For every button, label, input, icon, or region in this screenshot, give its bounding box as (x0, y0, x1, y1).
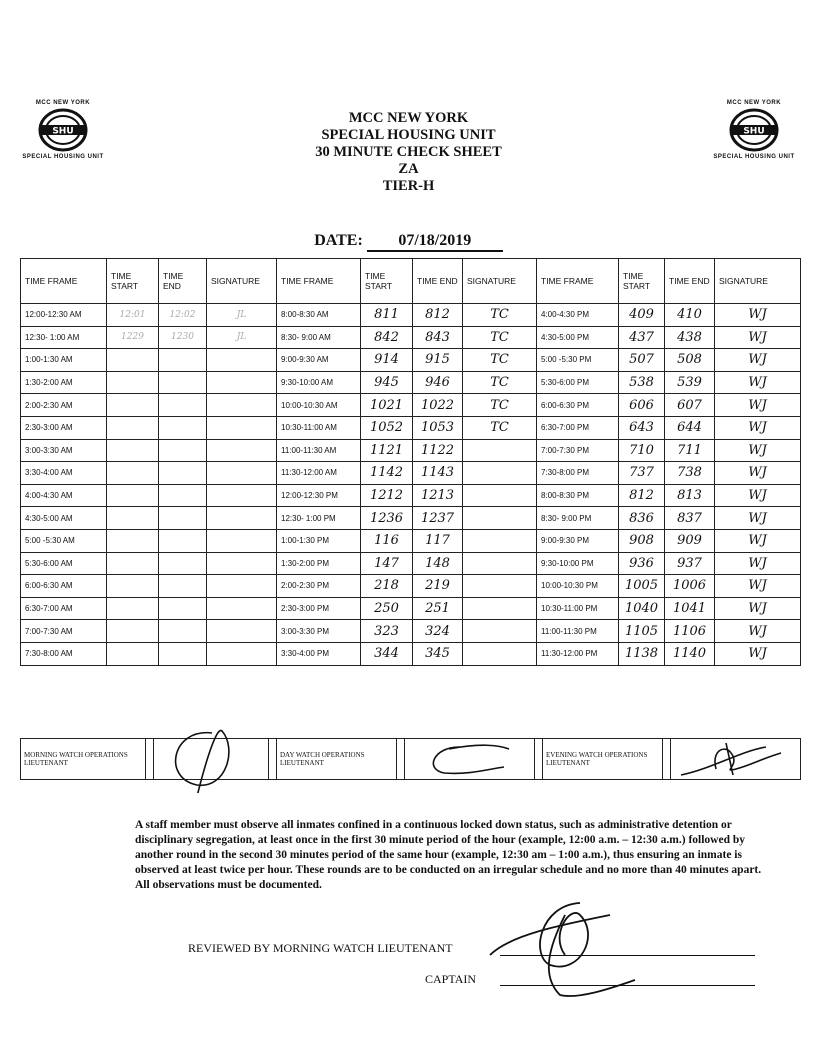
time-end-cell[interactable] (159, 416, 207, 439)
time-end-cell[interactable]: 843 (413, 326, 463, 349)
time-end-cell[interactable]: 738 (665, 462, 715, 485)
time-frame-cell: 4:30-5:00 PM (537, 326, 619, 349)
time-frame-cell: 3:30-4:00 PM (277, 642, 361, 665)
signature-cell[interactable] (207, 371, 277, 394)
time-frame-cell: 8:30- 9:00 AM (277, 326, 361, 349)
time-end-cell[interactable]: 1122 (413, 439, 463, 462)
time-start-cell[interactable]: 1138 (619, 642, 665, 665)
signature-cell[interactable]: WJ (715, 462, 801, 485)
time-end-cell[interactable]: 438 (665, 326, 715, 349)
column-header: TIME FRAME (537, 259, 619, 304)
time-end-cell[interactable]: 812 (413, 304, 463, 327)
time-frame-cell: 3:30-4:00 AM (21, 462, 107, 485)
logo-badge-text: SHU (743, 126, 765, 137)
time-end-cell[interactable]: 1140 (665, 642, 715, 665)
column-header: SIGNATURE (207, 259, 277, 304)
date-label: DATE: (314, 232, 363, 249)
signature-cell[interactable]: WJ (715, 371, 801, 394)
handwritten-signature-morning (152, 723, 262, 793)
signature-cell[interactable] (463, 507, 537, 530)
time-frame-cell: 1:00-1:30 AM (21, 349, 107, 372)
time-end-cell[interactable]: 813 (665, 484, 715, 507)
captain-label: CAPTAIN (425, 972, 477, 986)
reviewed-by-label: REVIEWED BY MORNING WATCH LIEUTENANT (188, 941, 453, 955)
time-frame-cell: 6:00-6:30 AM (21, 575, 107, 598)
table-row (21, 349, 801, 372)
signature-cell[interactable]: WJ (715, 529, 801, 552)
time-frame-cell: 10:00-10:30 PM (537, 575, 619, 598)
time-start-cell[interactable] (107, 462, 159, 485)
time-end-cell[interactable]: 345 (413, 642, 463, 665)
time-start-cell[interactable]: 409 (619, 304, 665, 327)
time-end-cell[interactable] (159, 529, 207, 552)
signature-cell[interactable]: TC (463, 394, 537, 417)
handwritten-signature-day (409, 739, 529, 779)
time-end-cell[interactable]: 837 (665, 507, 715, 530)
time-frame-cell: 7:30-8:00 AM (21, 642, 107, 665)
table-row (21, 507, 801, 530)
time-frame-cell: 11:00-11:30 PM (537, 620, 619, 643)
column-header: SIGNATURE (715, 259, 801, 304)
table-row (21, 326, 801, 349)
time-end-cell[interactable] (159, 620, 207, 643)
check-sheet-table (20, 258, 801, 666)
table-row (21, 304, 801, 327)
time-end-cell[interactable]: 909 (665, 529, 715, 552)
time-start-cell[interactable] (107, 597, 159, 620)
signature-cell[interactable] (207, 484, 277, 507)
time-end-cell[interactable]: 1041 (665, 597, 715, 620)
time-frame-cell: 7:00-7:30 PM (537, 439, 619, 462)
time-frame-cell: 11:30-12:00 AM (277, 462, 361, 485)
table-row (21, 620, 801, 643)
column-header: SIGNATURE (463, 259, 537, 304)
time-end-cell[interactable] (159, 439, 207, 462)
time-start-cell[interactable]: 812 (619, 484, 665, 507)
column-header: TIME END (159, 259, 207, 304)
logo-badge-text: SHU (52, 126, 74, 137)
column-header: TIME START (107, 259, 159, 304)
time-start-cell[interactable]: 737 (619, 462, 665, 485)
time-end-cell[interactable]: 1053 (413, 416, 463, 439)
table-row (21, 371, 801, 394)
header-sheet-title: 30 MINUTE CHECK SHEET (315, 144, 502, 160)
time-start-cell[interactable]: 1105 (619, 620, 665, 643)
time-frame-cell: 8:00-8:30 AM (277, 304, 361, 327)
time-start-cell[interactable] (107, 575, 159, 598)
time-start-cell[interactable]: 1236 (361, 507, 413, 530)
time-start-cell[interactable] (107, 394, 159, 417)
time-end-cell[interactable]: 148 (413, 552, 463, 575)
time-frame-cell: 4:00-4:30 PM (537, 304, 619, 327)
signature-cell[interactable] (207, 620, 277, 643)
time-start-cell[interactable]: 842 (361, 326, 413, 349)
signature-cell[interactable] (207, 394, 277, 417)
time-start-cell[interactable]: 507 (619, 349, 665, 372)
time-frame-cell: 2:30-3:00 AM (21, 416, 107, 439)
time-end-cell[interactable] (159, 507, 207, 530)
time-start-cell[interactable] (107, 620, 159, 643)
time-start-cell[interactable] (107, 349, 159, 372)
time-end-cell[interactable]: 324 (413, 620, 463, 643)
time-start-cell[interactable]: 344 (361, 642, 413, 665)
time-end-cell[interactable]: 1106 (665, 620, 715, 643)
time-frame-cell: 7:30-8:00 PM (537, 462, 619, 485)
signature-cell[interactable] (463, 620, 537, 643)
time-start-cell[interactable]: 1142 (361, 462, 413, 485)
time-start-cell[interactable]: 437 (619, 326, 665, 349)
time-frame-cell: 5:30-6:00 PM (537, 371, 619, 394)
signature-cell[interactable]: TC (463, 304, 537, 327)
signature-cell[interactable]: WJ (715, 507, 801, 530)
time-start-cell[interactable]: 1021 (361, 394, 413, 417)
time-start-cell[interactable]: 1005 (619, 575, 665, 598)
signature-cell[interactable]: WJ (715, 326, 801, 349)
policy-paragraph: A staff member must observe all inmates confined in a continuous locked down status, such as administrative detention or disciplinary segregation, at least once in the first 30 minute period of the hour (example, 12:00 a.m. – 12:30 a.m.) followed by another round in the second 30 minutes period of the same hour (example, 12:30 am – 1:00 a.m.), thus ensuring an inmate is observed at least twice per hour. These rounds are to be conducted on an irregular schedule and no more than 40 minutes apart. All observations must be documented. (135, 819, 762, 891)
signature-cell[interactable]: WJ (715, 349, 801, 372)
time-end-cell[interactable] (159, 394, 207, 417)
time-end-cell[interactable]: 937 (665, 552, 715, 575)
header-unit: SPECIAL HOUSING UNIT (321, 127, 496, 143)
time-end-cell[interactable] (159, 462, 207, 485)
time-frame-cell: 2:00-2:30 AM (21, 394, 107, 417)
signature-cell[interactable] (463, 642, 537, 665)
column-header: TIME START (619, 259, 665, 304)
time-frame-cell: 2:30-3:00 PM (277, 597, 361, 620)
time-frame-cell: 7:00-7:30 AM (21, 620, 107, 643)
time-frame-cell: 9:30-10:00 PM (537, 552, 619, 575)
time-end-cell[interactable]: 117 (413, 529, 463, 552)
time-end-cell[interactable]: 915 (413, 349, 463, 372)
time-frame-cell: 2:00-2:30 PM (277, 575, 361, 598)
handwritten-signature-evening (671, 739, 801, 779)
signature-cell[interactable] (463, 552, 537, 575)
logo-bottom-text: SPECIAL HOUSING UNIT (713, 154, 795, 160)
time-start-cell[interactable]: 218 (361, 575, 413, 598)
time-start-cell[interactable]: 538 (619, 371, 665, 394)
time-frame-cell: 4:00-4:30 AM (21, 484, 107, 507)
evening-lieutenant-label: EVENING WATCH OPERATIONS LIEUTENANT (543, 739, 663, 780)
morning-lieutenant-label: MORNING WATCH OPERATIONS LIEUTENANT (21, 739, 146, 780)
time-frame-cell: 12:30- 1:00 PM (277, 507, 361, 530)
time-end-cell[interactable] (159, 484, 207, 507)
time-frame-cell: 10:30-11:00 PM (537, 597, 619, 620)
signature-cell[interactable] (207, 597, 277, 620)
time-start-cell[interactable]: 936 (619, 552, 665, 575)
time-end-cell[interactable]: 12:02 (159, 304, 207, 327)
time-frame-cell: 12:00-12:30 AM (21, 304, 107, 327)
time-start-cell[interactable]: 643 (619, 416, 665, 439)
signature-cell[interactable]: WJ (715, 439, 801, 462)
table-row (21, 597, 801, 620)
time-end-cell[interactable]: 946 (413, 371, 463, 394)
table-row (21, 642, 801, 665)
time-end-cell[interactable] (159, 552, 207, 575)
signature-cell[interactable] (463, 484, 537, 507)
time-start-cell[interactable]: 323 (361, 620, 413, 643)
time-start-cell[interactable]: 12:01 (107, 304, 159, 327)
time-start-cell[interactable]: 710 (619, 439, 665, 462)
time-start-cell[interactable]: 250 (361, 597, 413, 620)
table-row (21, 416, 801, 439)
signature-cell[interactable]: TC (463, 349, 537, 372)
signature-cell[interactable]: JL (207, 326, 277, 349)
time-frame-cell: 1:30-2:00 AM (21, 371, 107, 394)
signature-cell[interactable] (207, 416, 277, 439)
time-frame-cell: 12:00-12:30 PM (277, 484, 361, 507)
spacer (663, 739, 671, 780)
time-start-cell[interactable] (107, 642, 159, 665)
time-start-cell[interactable]: 811 (361, 304, 413, 327)
time-end-cell[interactable] (159, 349, 207, 372)
time-frame-cell: 11:30-12:00 PM (537, 642, 619, 665)
time-frame-cell: 5:30-6:00 AM (21, 552, 107, 575)
time-start-cell[interactable]: 1212 (361, 484, 413, 507)
time-frame-cell: 9:00-9:30 PM (537, 529, 619, 552)
time-end-cell[interactable]: 644 (665, 416, 715, 439)
column-header: TIME END (665, 259, 715, 304)
time-frame-cell: 8:30- 9:00 PM (537, 507, 619, 530)
time-frame-cell: 10:00-10:30 AM (277, 394, 361, 417)
signature-cell[interactable]: WJ (715, 575, 801, 598)
signature-cell[interactable] (463, 597, 537, 620)
logo-bottom-text: SPECIAL HOUSING UNIT (22, 154, 104, 160)
time-frame-cell: 8:00-8:30 PM (537, 484, 619, 507)
time-start-cell[interactable] (107, 439, 159, 462)
column-header: TIME FRAME (21, 259, 107, 304)
time-end-cell[interactable] (159, 575, 207, 598)
column-header: TIME START (361, 259, 413, 304)
header-tier: TIER-H (382, 178, 435, 194)
signature-cell[interactable]: JL (207, 304, 277, 327)
time-frame-cell: 9:00-9:30 AM (277, 349, 361, 372)
time-frame-cell: 1:00-1:30 PM (277, 529, 361, 552)
signature-cell[interactable]: TC (463, 326, 537, 349)
time-frame-cell: 4:30-5:00 AM (21, 507, 107, 530)
time-end-cell[interactable]: 1237 (413, 507, 463, 530)
time-end-cell[interactable]: 1006 (665, 575, 715, 598)
time-end-cell[interactable] (159, 597, 207, 620)
time-end-cell[interactable]: 1213 (413, 484, 463, 507)
time-frame-cell: 11:00-11:30 AM (277, 439, 361, 462)
time-end-cell[interactable]: 1022 (413, 394, 463, 417)
time-start-cell[interactable]: 945 (361, 371, 413, 394)
signature-cell[interactable] (463, 462, 537, 485)
morning-lieutenant-signature[interactable] (154, 739, 269, 780)
evening-lieutenant-signature[interactable] (671, 739, 801, 780)
time-frame-cell: 1:30-2:00 PM (277, 552, 361, 575)
table-row (21, 529, 801, 552)
time-start-cell[interactable] (107, 484, 159, 507)
time-end-cell[interactable]: 1143 (413, 462, 463, 485)
header-zone: ZA (398, 161, 419, 177)
time-frame-cell: 12:30- 1:00 AM (21, 326, 107, 349)
signature-cell[interactable]: WJ (715, 304, 801, 327)
time-frame-cell: 9:30-10:00 AM (277, 371, 361, 394)
signature-cell[interactable] (207, 462, 277, 485)
signature-cell[interactable] (207, 529, 277, 552)
time-end-cell[interactable]: 410 (665, 304, 715, 327)
signature-cell[interactable] (207, 552, 277, 575)
date-value: 07/18/2019 (367, 232, 503, 252)
time-frame-cell: 5:00 -5:30 AM (21, 529, 107, 552)
time-start-cell[interactable] (107, 507, 159, 530)
signature-cell[interactable]: WJ (715, 552, 801, 575)
time-end-cell[interactable]: 711 (665, 439, 715, 462)
time-start-cell[interactable]: 147 (361, 552, 413, 575)
logo-top-text: MCC NEW YORK (35, 100, 91, 106)
signature-cell[interactable] (207, 439, 277, 462)
time-end-cell[interactable] (159, 642, 207, 665)
time-start-cell[interactable]: 1229 (107, 326, 159, 349)
time-start-cell[interactable]: 1040 (619, 597, 665, 620)
time-start-cell[interactable]: 1052 (361, 416, 413, 439)
signature-cell[interactable] (207, 507, 277, 530)
header-facility: MCC NEW YORK (348, 110, 469, 126)
time-frame-cell: 10:30-11:00 AM (277, 416, 361, 439)
time-frame-cell: 6:00-6:30 PM (537, 394, 619, 417)
time-start-cell[interactable] (107, 371, 159, 394)
day-lieutenant-label: DAY WATCH OPERATIONS LIEUTENANT (277, 739, 397, 780)
handwritten-signature-captain (470, 895, 650, 1005)
time-start-cell[interactable]: 836 (619, 507, 665, 530)
table-row (21, 552, 801, 575)
table-row (21, 462, 801, 485)
signature-cell[interactable] (207, 642, 277, 665)
table-header-row (21, 259, 801, 304)
time-frame-cell: 6:30-7:00 AM (21, 597, 107, 620)
time-start-cell[interactable] (107, 416, 159, 439)
time-frame-cell: 3:00-3:30 AM (21, 439, 107, 462)
signature-cell[interactable] (463, 575, 537, 598)
signature-cell[interactable]: TC (463, 371, 537, 394)
time-start-cell[interactable]: 1121 (361, 439, 413, 462)
signature-cell[interactable]: WJ (715, 642, 801, 665)
signature-cell[interactable]: WJ (715, 416, 801, 439)
time-start-cell[interactable] (107, 529, 159, 552)
time-start-cell[interactable]: 606 (619, 394, 665, 417)
table-row (21, 439, 801, 462)
time-start-cell[interactable]: 914 (361, 349, 413, 372)
table-row (21, 575, 801, 598)
time-frame-cell: 6:30-7:00 PM (537, 416, 619, 439)
spacer (269, 739, 277, 780)
time-start-cell[interactable] (107, 552, 159, 575)
time-end-cell[interactable]: 539 (665, 371, 715, 394)
time-end-cell[interactable]: 219 (413, 575, 463, 598)
time-start-cell[interactable]: 116 (361, 529, 413, 552)
day-lieutenant-signature[interactable] (405, 739, 535, 780)
sheet-header (0, 110, 817, 195)
column-header: TIME END (413, 259, 463, 304)
signature-cell[interactable] (463, 439, 537, 462)
signature-cell[interactable]: WJ (715, 620, 801, 643)
column-header: TIME FRAME (277, 259, 361, 304)
spacer (535, 739, 543, 780)
signature-cell[interactable] (463, 529, 537, 552)
logo-top-text: MCC NEW YORK (726, 100, 782, 106)
date-line (0, 232, 817, 252)
time-end-cell[interactable]: 251 (413, 597, 463, 620)
signature-cell[interactable]: WJ (715, 484, 801, 507)
signature-cell[interactable] (207, 575, 277, 598)
time-end-cell[interactable] (159, 371, 207, 394)
signature-cell[interactable] (207, 349, 277, 372)
time-end-cell[interactable]: 508 (665, 349, 715, 372)
time-frame-cell: 3:00-3:30 PM (277, 620, 361, 643)
signature-cell[interactable]: WJ (715, 394, 801, 417)
time-end-cell[interactable]: 1230 (159, 326, 207, 349)
lieutenant-signature-table (20, 738, 801, 780)
time-frame-cell: 5:00 -5:30 PM (537, 349, 619, 372)
table-row (21, 394, 801, 417)
time-end-cell[interactable]: 607 (665, 394, 715, 417)
table-row (21, 484, 801, 507)
spacer (397, 739, 405, 780)
time-start-cell[interactable]: 908 (619, 529, 665, 552)
signature-cell[interactable]: TC (463, 416, 537, 439)
signature-cell[interactable]: WJ (715, 597, 801, 620)
